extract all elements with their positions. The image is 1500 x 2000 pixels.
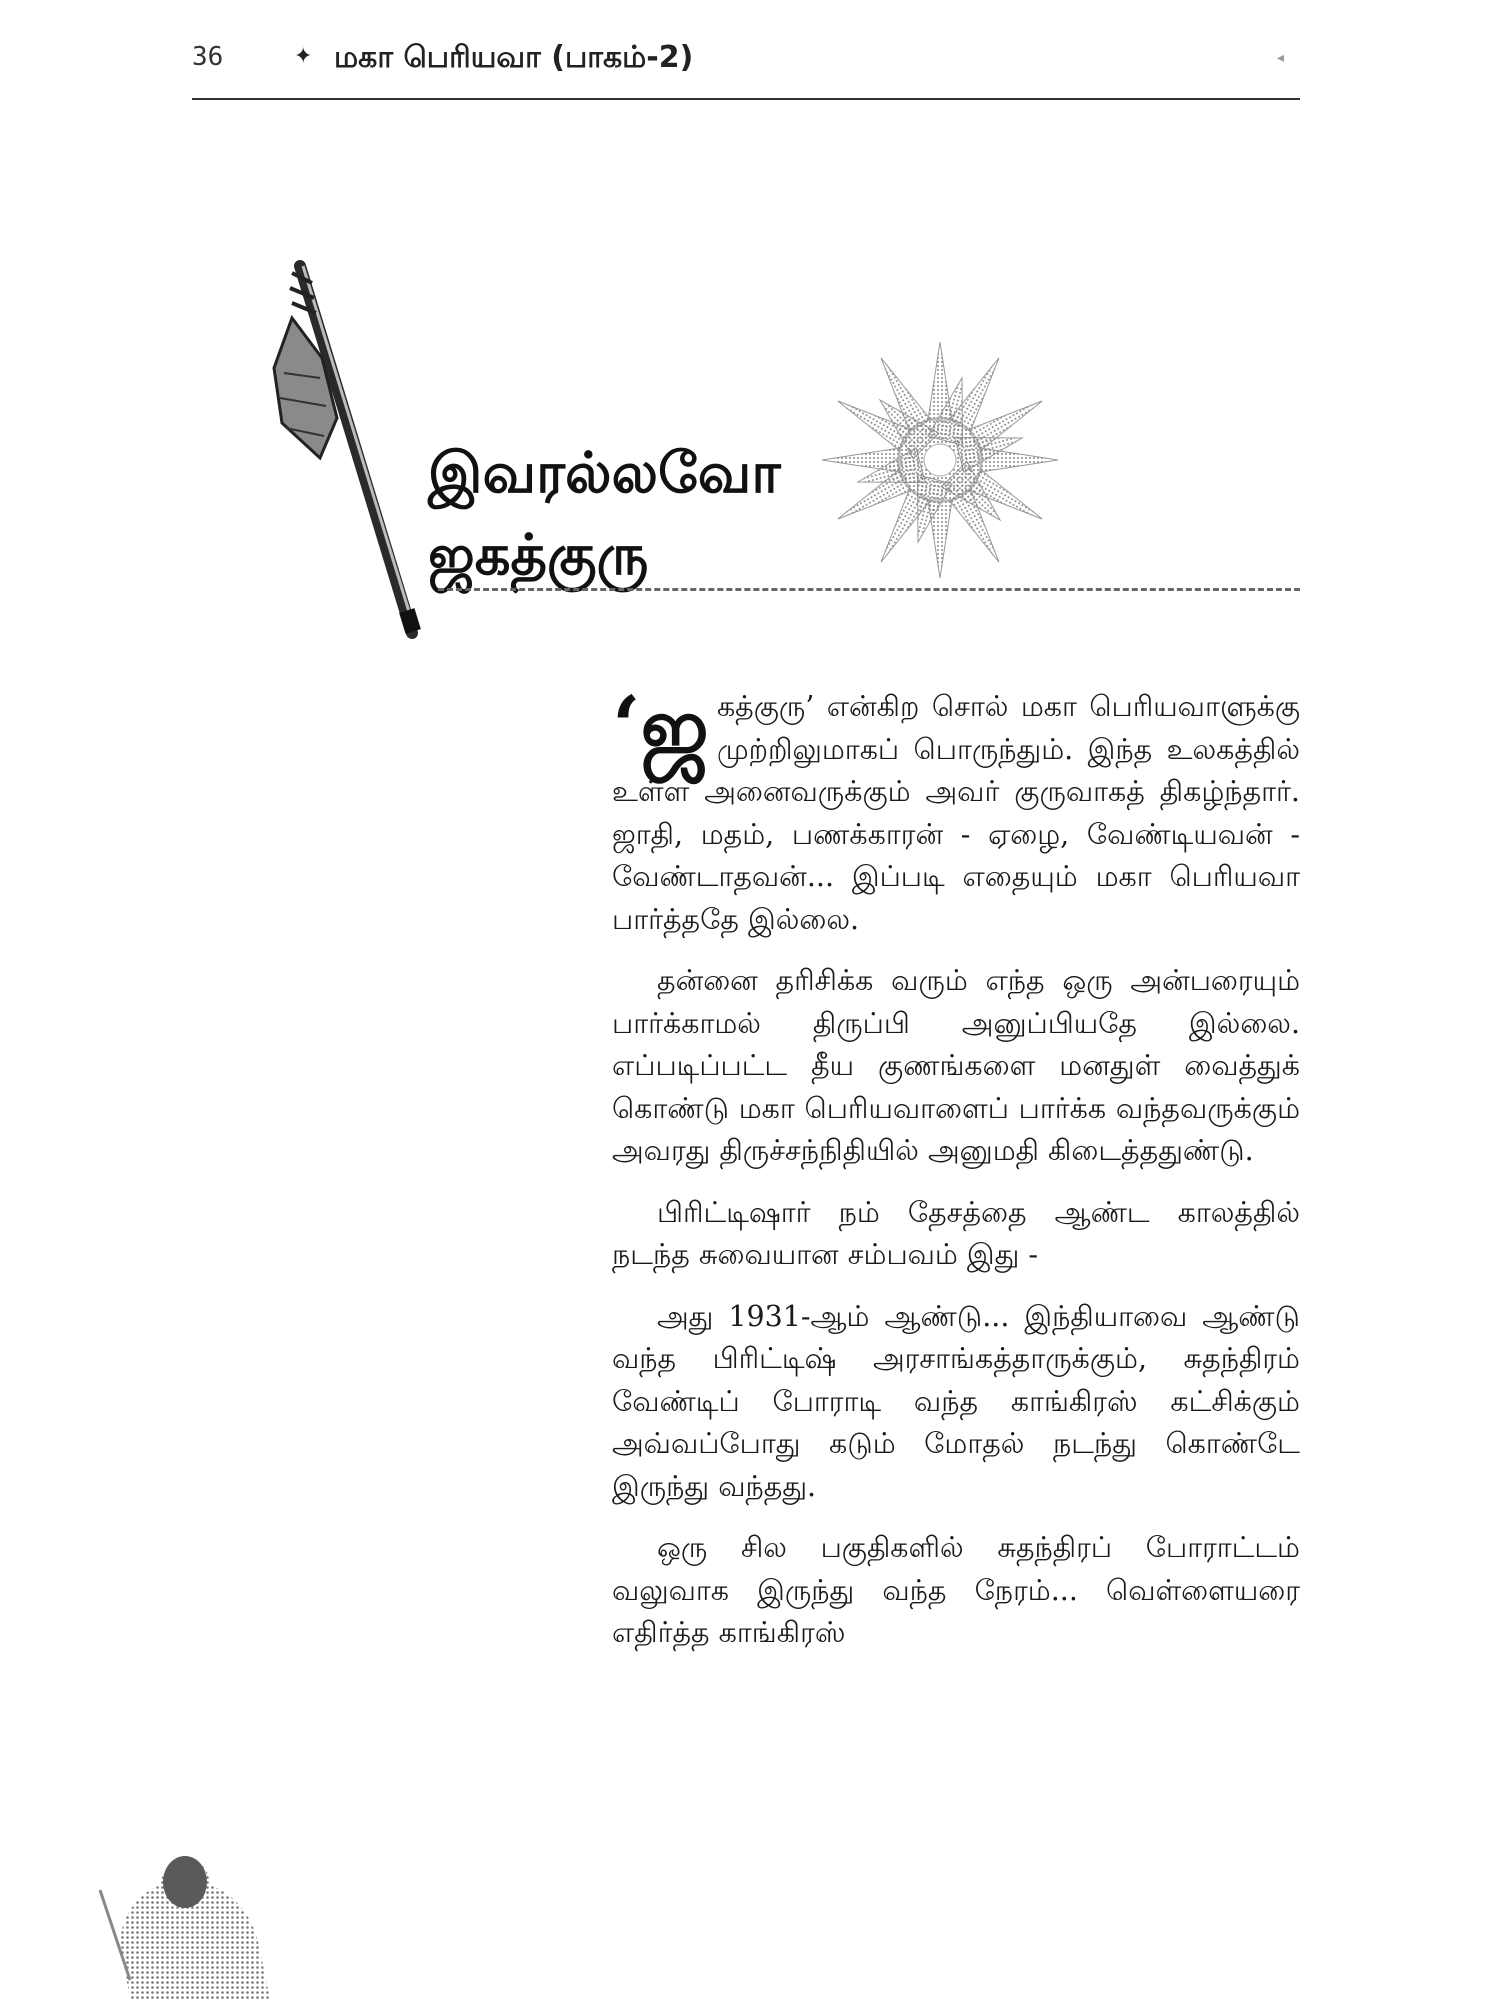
paragraph-1-text: கத்குரு’ என்கிற சொல் மகா பெரியவாளுக்கு முற்றிலுமாகப் பொருந்தும். இந்த உலகத்தில் உள்ள அனைவருக்கும் அவர் குருவாகத் திகழ்ந்தார். ஜாதி, மதம், பணக்காரன் - ஏழை, வேண்டியவன் - வேண்டாதவன்... இப்படி எதையும் மகா பெரியவா பார்த்ததே இல்லை. bbox=[612, 690, 1300, 936]
paragraph-5: ஒரு சில பகுதிகளில் சுதந்திரப் போராட்டம் வலுவாக இருந்து வந்த நேரம்... வெள்ளையரை எதிர்த்த காங்கிரஸ் bbox=[612, 1531, 1300, 1649]
danda-staff-icon bbox=[262, 258, 442, 648]
chapter-title-line-2: ஜகத்குரு bbox=[428, 522, 649, 588]
article-body bbox=[612, 679, 1300, 1674]
title-dashed-rule bbox=[438, 588, 1300, 591]
paragraph-3: பிரிட்டிஷார் நம் தேசத்தை ஆண்ட காலத்தில் நடந்த சுவையான சம்பவம் இது - bbox=[612, 1195, 1300, 1271]
lotus-flower-icon bbox=[820, 335, 1060, 585]
sage-portrait-icon bbox=[90, 1830, 280, 2000]
paragraph-4: அது 1931-ஆம் ஆண்டு... இந்தியாவை ஆண்டு வந்த பிரிட்டிஷ் அரசாங்கத்தாருக்கும், சுதந்திரம் வேண்டிப் போராடி வந்த காங்கிரஸ் கட்சிக்கும் அவ்வப்போது கடும் மோதல் நடந்து கொண்டே இருந்து வந்தது. bbox=[612, 1299, 1300, 1503]
header-rule bbox=[192, 98, 1300, 100]
page-header bbox=[192, 40, 1300, 102]
drop-cap: ‘ஜ bbox=[612, 679, 709, 775]
star-icon: ✦ bbox=[294, 44, 313, 69]
paragraph-1 bbox=[612, 679, 1300, 941]
corner-mark-icon: ◂ bbox=[1277, 50, 1285, 66]
running-title: மகா பெரியவா (பாகம்-2) bbox=[334, 40, 694, 75]
chapter-title-line-1: இவரல்லவோ bbox=[428, 440, 781, 506]
paragraph-2: தன்னை தரிசிக்க வரும் எந்த ஒரு அன்பரையும் பார்க்காமல் திருப்பி அனுப்பியதே இல்லை. எப்படிப்பட்ட தீய குணங்களை மனதுள் வைத்துக் கொண்டு மகா பெரியவாளைப் பார்க்க வந்தவருக்கும் அவரது திருச்சந்நிதியில் அனுமதி கிடைத்ததுண்டு. bbox=[612, 964, 1300, 1167]
chapter-title bbox=[428, 432, 781, 596]
page-number: 36 bbox=[192, 42, 224, 72]
